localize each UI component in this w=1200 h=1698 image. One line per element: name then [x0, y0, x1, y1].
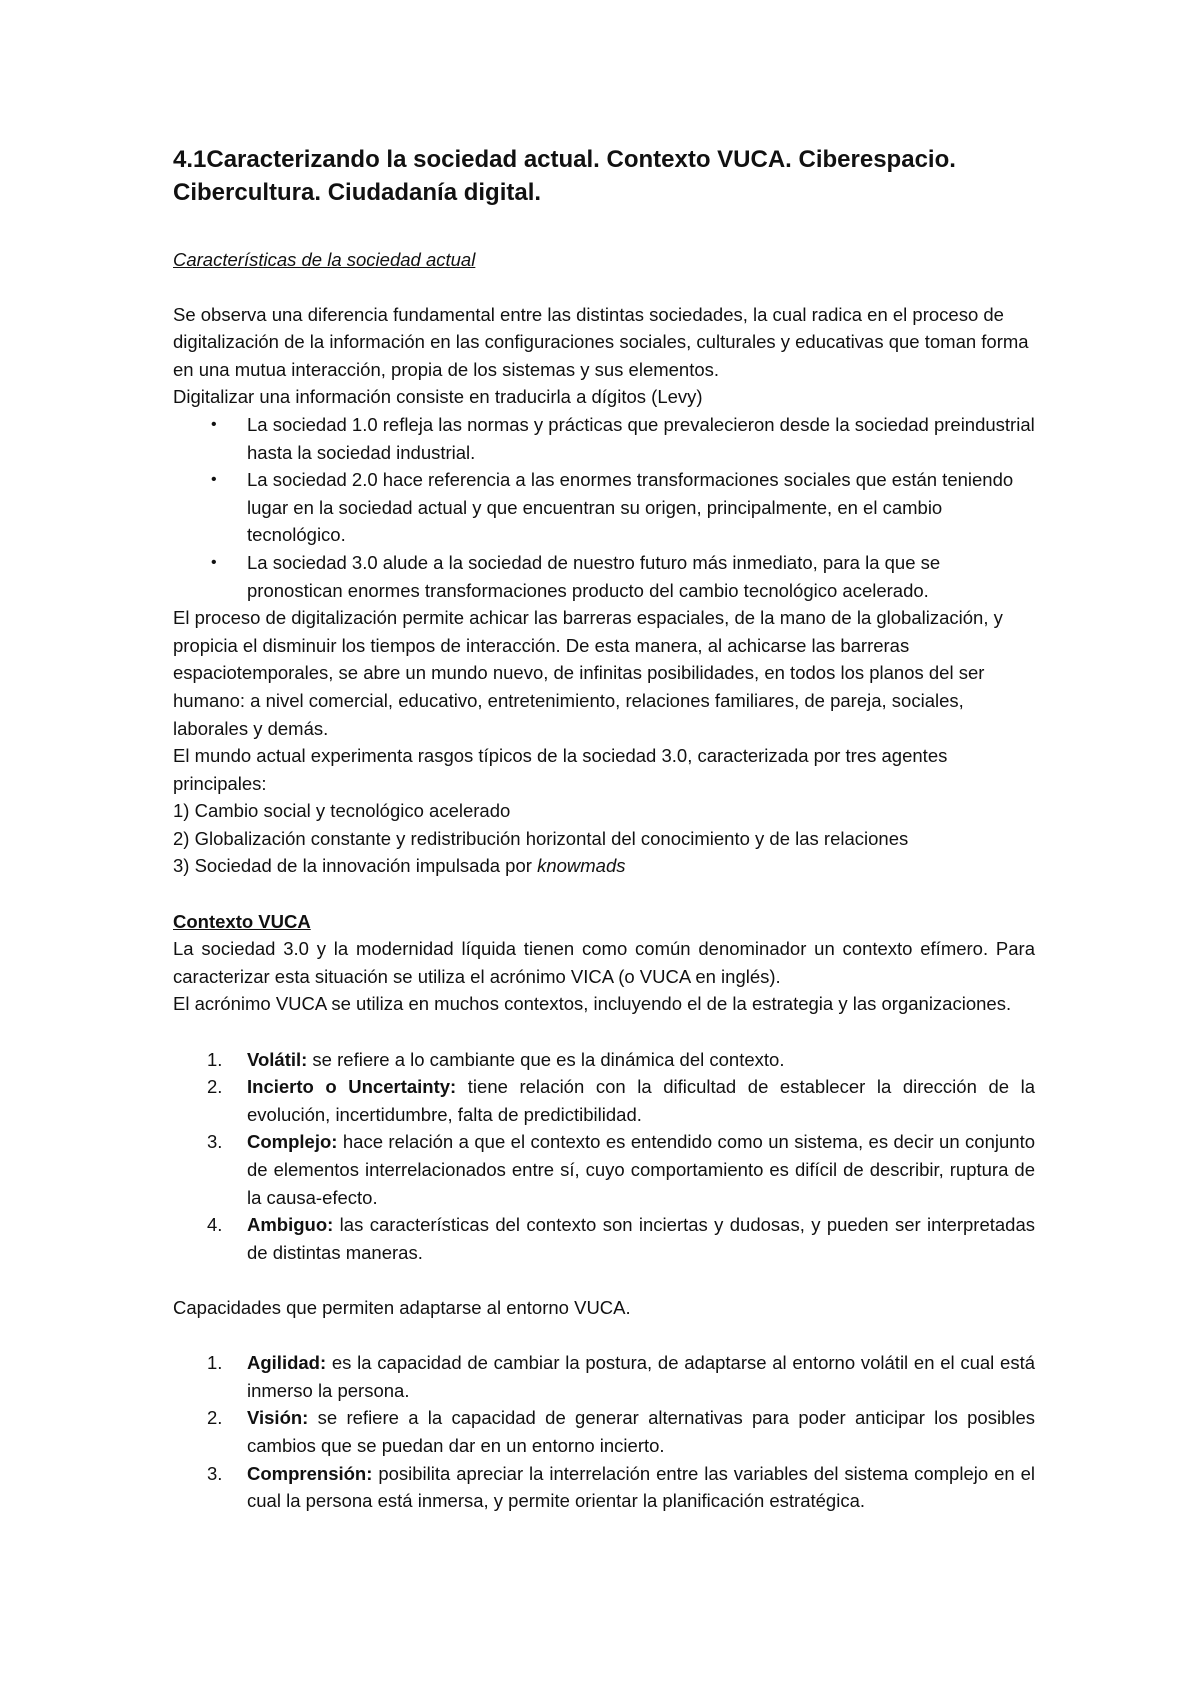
list-item-text: las características del contexto son inciertas y dudosas, y pueden ser interpretadas de distintas maneras. — [247, 1214, 1035, 1263]
list-number: 2. — [207, 1076, 223, 1098]
agent-line-3 — [173, 852, 1035, 880]
list-item-text: La sociedad 1.0 refleja las normas y prácticas que prevalecieron desde la sociedad preindustrial hasta la sociedad industrial. — [247, 413, 1035, 463]
vuca-paragraph-1: La sociedad 3.0 y la modernidad líquida tienen como común denominador un contexto efímero. Para caracterizar esta situación se utiliza el acrónimo VICA (o VUCA en inglés). — [173, 938, 1035, 987]
list-item — [173, 1073, 1035, 1128]
list-number: 3. — [207, 1462, 223, 1484]
list-term: Volátil: — [247, 1048, 308, 1070]
spacer — [173, 1266, 1035, 1294]
agent-line-1: 1) Cambio social y tecnológico acelerado — [173, 800, 511, 822]
agents-intro-paragraph: El mundo actual experimenta rasgos típicos de la sociedad 3.0, caracterizada por tres agentes principales: — [173, 745, 948, 794]
spacer — [173, 880, 1035, 908]
intro-paragraph-2: Digitalizar una información consiste en traducirla a dígitos (Levy) — [173, 386, 703, 408]
bullet-icon: • — [211, 415, 217, 433]
list-item-text: tiene relación con la dificultad de establecer la dirección de la evolución, incertidumbre, falta de predictibilidad. — [247, 1076, 1035, 1125]
list-item — [173, 1460, 1035, 1515]
section-heading-vuca: Contexto VUCA — [173, 910, 311, 932]
list-number: 4. — [207, 1214, 223, 1236]
list-item-text: es la capacidad de cambiar la postura, de adaptarse al entorno volátil en el cual está inmerso la persona. — [247, 1352, 1035, 1401]
list-item — [173, 466, 1035, 549]
list-number: 3. — [207, 1131, 223, 1153]
agent-line-3-text: 3) Sociedad de la innovación impulsada por — [173, 855, 538, 877]
list-term: Visión: — [247, 1407, 309, 1429]
document-title: 4.1Caracterizando la sociedad actual. Contexto VUCA. Ciberespacio. Cibercultura. Ciudadanía digital. — [173, 146, 956, 206]
list-item — [173, 549, 1035, 604]
list-item-text: posibilita apreciar la interrelación entre las variables del sistema complejo en el cual la persona está inmersa, y permite orientar la planificación estratégica. — [247, 1462, 1035, 1512]
list-term: Complejo: — [247, 1131, 338, 1153]
list-item — [173, 1349, 1035, 1404]
list-term: Incierto o Uncertainty: — [247, 1076, 457, 1098]
list-item-text: La sociedad 2.0 hace referencia a las enormes transformaciones sociales que están teniendo lugar en la sociedad actual y que encuentran su origen, principalmente, en el cambio tecnológico. — [247, 469, 1014, 546]
list-item-text: se refiere a la capacidad de generar alternativas para poder anticipar los posibles cambios que se puedan dar en un entorno incierto. — [247, 1407, 1035, 1456]
list-number: 1. — [207, 1048, 223, 1070]
capacities-numbered-list — [173, 1349, 1035, 1515]
vuca-numbered-list — [173, 1046, 1035, 1267]
list-number: 1. — [207, 1352, 223, 1374]
bullet-icon: • — [211, 553, 217, 571]
list-item — [173, 1211, 1035, 1266]
agent-line-3-italic: knowmads — [537, 855, 626, 877]
spacer — [173, 1322, 1035, 1350]
document-body — [173, 143, 1035, 1515]
section-heading-caracteristicas: Características de la sociedad actual — [173, 249, 476, 270]
list-term: Comprensión: — [247, 1462, 373, 1484]
digitalization-paragraph: El proceso de digitalización permite achicar las barreras espaciales, de la mano de la globalización, y propicia el disminuir los tiempos de interacción. De esta manera, al achicarse las barreras espaciotemporales, se abre un mundo nuevo, de infinitas posibilidades, en todos los planos del ser humano: a nivel comercial, educativo, entretenimiento, relaciones familiares, de pareja, sociales, laborales y demás. — [173, 607, 1003, 739]
bullet-icon: • — [211, 471, 217, 489]
list-item — [173, 411, 1035, 466]
intro-paragraph: Se observa una diferencia fundamental entre las distintas sociedades, la cual radica en el proceso de digitalización de la información en las configuraciones sociales, culturales y educativas que toman forma en una mutua interacción, propia de los sistemas y sus elementos. — [173, 303, 1029, 380]
agent-line-2: 2) Globalización constante y redistribución horizontal del conocimiento y de las relaciones — [173, 827, 909, 849]
capacities-intro: Capacidades que permiten adaptarse al entorno VUCA. — [173, 1296, 631, 1318]
list-item-text: se refiere a lo cambiante que es la dinámica del contexto. — [307, 1048, 785, 1070]
list-item-text: hace relación a que el contexto es entendido como un sistema, es decir un conjunto de elementos interrelacionados entre sí, cuyo comportamiento es difícil de describir, ruptura de la causa-efecto. — [247, 1131, 1035, 1208]
vuca-paragraph-2: El acrónimo VUCA se utiliza en muchos contextos, incluyendo el de la estrategia y las organizaciones. — [173, 993, 1012, 1015]
list-item — [173, 1046, 1035, 1074]
list-term: Agilidad: — [247, 1352, 327, 1374]
list-item-text: La sociedad 3.0 alude a la sociedad de nuestro futuro más inmediato, para la que se pronostican enormes transformaciones producto del cambio tecnológico acelerado. — [247, 551, 941, 601]
spacer — [173, 1018, 1035, 1046]
list-number: 2. — [207, 1407, 223, 1429]
list-item — [173, 1128, 1035, 1211]
list-item — [173, 1404, 1035, 1459]
society-bullet-list — [173, 411, 1035, 604]
list-term: Ambiguo: — [247, 1214, 334, 1236]
